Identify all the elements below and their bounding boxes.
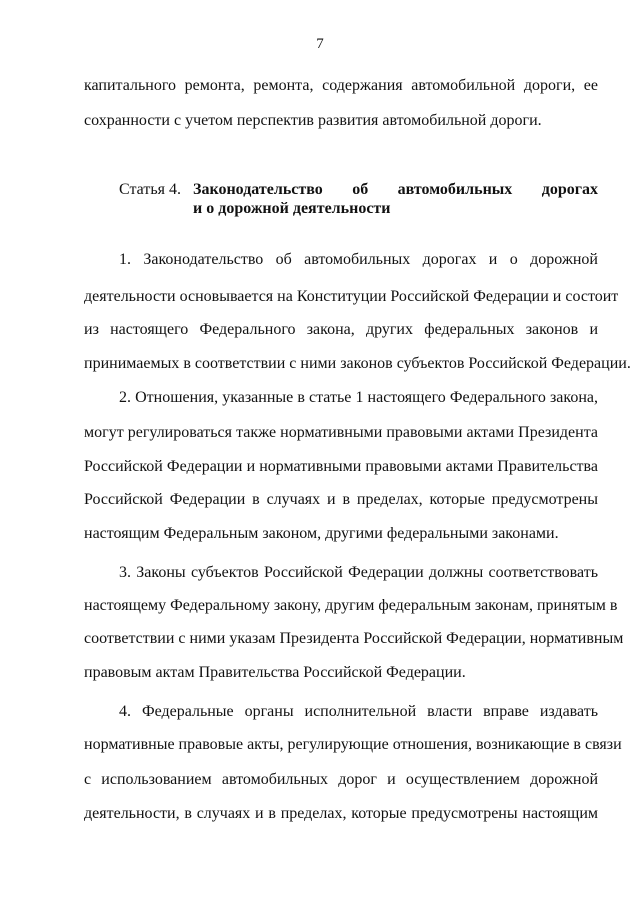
intro-line: сохранности с учетом перспектив развития автомобильной дороги. xyxy=(84,112,542,129)
paragraph-line: из настоящего Федерального закона, других федеральных законов и xyxy=(84,321,598,338)
paragraph-line: Российской Федерации в случаях и в пределах, которые предусмотрены xyxy=(84,491,598,508)
paragraph-line: принимаемых в соответствии с ними законов субъектов Российской Федерации. xyxy=(84,355,631,372)
paragraph-line: нормативные правовые акты, регулирующие отношения, возникающие в связи xyxy=(84,736,622,753)
paragraph-line: с использованием автомобильных дорог и осуществлением дорожной xyxy=(84,771,598,788)
paragraph-line: 3. Законы субъектов Российской Федерации должны соответствовать xyxy=(119,564,598,581)
paragraph-line: соответствии с ними указам Президента Российской Федерации, нормативным xyxy=(84,630,624,647)
paragraph-line: деятельности основывается на Конституции Российской Федерации и состоит xyxy=(84,288,619,305)
paragraph-line: правовым актам Правительства Российской Федерации. xyxy=(84,664,466,681)
paragraph-line: настоящим Федеральным законом, другими федеральными законами. xyxy=(84,525,559,542)
paragraph-line: деятельности, в случаях и в пределах, которые предусмотрены настоящим xyxy=(84,805,598,822)
paragraph-line: 4. Федеральные органы исполнительной власти вправе издавать xyxy=(119,703,598,720)
paragraph-line: настоящему Федеральному закону, другим федеральным законам, принятым в xyxy=(84,597,618,614)
paragraph-line: могут регулироваться также нормативными правовыми актами Президента xyxy=(84,424,598,441)
paragraph-line: 2. Отношения, указанные в статье 1 настоящего Федерального закона, xyxy=(119,389,598,406)
intro-line: капитального ремонта, ремонта, содержания автомобильной дороги, ее xyxy=(84,77,598,94)
page-number: 7 xyxy=(316,36,324,52)
paragraph-line: Российской Федерации и нормативными правовыми актами Правительства xyxy=(84,458,598,475)
paragraph-line: 1. Законодательство об автомобильных дорогах и о дорожной xyxy=(119,251,598,268)
article-label: Статья 4. xyxy=(119,181,181,198)
article-title-line-1: Законодательство об автомобильных дорогах xyxy=(193,181,598,198)
article-title-line-2: и о дорожной деятельности xyxy=(193,200,391,217)
